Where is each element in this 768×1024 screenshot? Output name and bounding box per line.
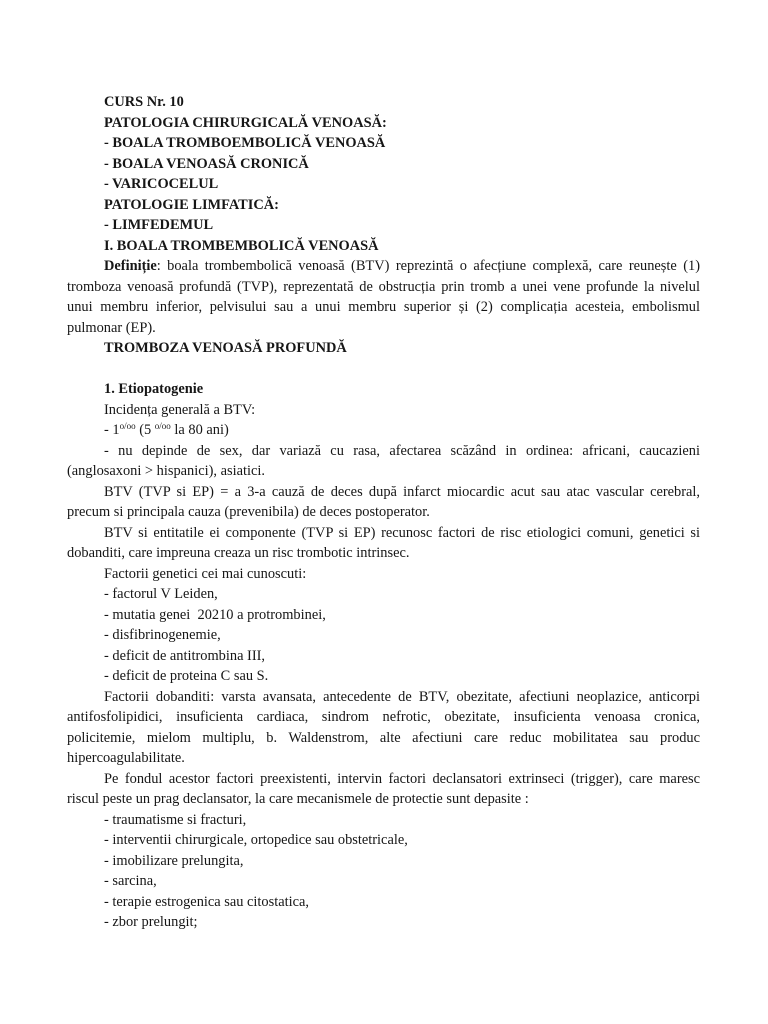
section-subtitle: TROMBOZA VENOASĂ PROFUNDĂ bbox=[104, 340, 347, 356]
definition-line: unui membru inferior, pelvisului sau a unui membru superior și (2) complicația acesteia, embolismul bbox=[67, 299, 700, 315]
race-line: - nu depinde de sex, dar variază cu rasa, afectarea scăzând in ordinea: africani, caucazieni bbox=[104, 442, 700, 459]
mortality-line: precum si principala cauza (prevenibila) de deces postoperator. bbox=[67, 504, 430, 520]
mortality-line: BTV (TVP si EP) = a 3-a cauză de deces după infarct miocardic acut sau atac vascular cerebral, bbox=[104, 483, 700, 500]
genetic-factor-item: - mutatia genei 20210 a protrombinei, bbox=[104, 606, 326, 623]
trigger-item: - interventii chirurgicale, ortopedice sau obstetricale, bbox=[104, 832, 408, 848]
risk-line: dobanditi, care impreuna creaza un risc trombotic intrinsec. bbox=[67, 545, 410, 561]
trigger-intro-line: riscul peste un prag declansator, la care mecanismele de protectie sunt depasite : bbox=[67, 791, 529, 807]
document-body bbox=[67, 92, 700, 933]
trigger-item: - terapie estrogenica sau citostatica, bbox=[104, 893, 309, 910]
venous-topic: - BOALA TROMBOEMBOLICĂ VENOASĂ bbox=[104, 135, 386, 151]
chapter-title: I. BOALA TROMBEMBOLICĂ VENOASĂ bbox=[104, 237, 379, 254]
incidence-suffix: la 80 ani) bbox=[170, 422, 229, 438]
definition-line bbox=[67, 256, 700, 277]
genetic-factors-intro: Factorii genetici cei mai cunoscuti: bbox=[104, 565, 307, 582]
genetic-factor-item: - deficit de antitrombina III, bbox=[104, 647, 266, 664]
risk-line: BTV si entitatile ei componente (TVP si EP) recunosc factori de risc etiologici comuni, genetici si bbox=[104, 524, 700, 541]
genetic-factor-item: - deficit de proteina C sau S. bbox=[104, 668, 269, 684]
genetic-factor-item: - factorul V Leiden, bbox=[104, 586, 218, 602]
definition-term: Definiție bbox=[104, 258, 157, 274]
genetic-factor-item: - disfibrinogenemie, bbox=[104, 627, 221, 643]
course-number: CURS Nr. 10 bbox=[104, 94, 184, 110]
acquired-factors-line: hipercoagulabilitate. bbox=[67, 750, 185, 766]
trigger-intro-line: Pe fondul acestor factori preexistenti, intervin factori declansatori extrinseci (trigger), care maresc bbox=[104, 770, 700, 787]
venous-topic: - BOALA VENOASĂ CRONICĂ bbox=[104, 155, 309, 172]
trigger-item: - sarcina, bbox=[104, 873, 157, 889]
incidence-middle: (5 bbox=[135, 422, 155, 438]
definition-line: tromboza venoasă profundă (TVP), reprezentată de obstrucția prin tromb a unei vene profunde la nivelul bbox=[67, 278, 700, 295]
per-mille-superscript: o/oo bbox=[119, 421, 136, 431]
blank-line bbox=[67, 359, 700, 380]
trigger-item: - zbor prelungit; bbox=[104, 914, 198, 930]
venous-topic: - VARICOCELUL bbox=[104, 176, 219, 192]
definition-text: : boala trombembolică venoasă (BTV) reprezintă o afecțiune complexă, care reunește (1) bbox=[156, 258, 700, 274]
incidence-prefix: - 1 bbox=[104, 422, 120, 438]
etiopathogeny-heading: 1. Etiopatogenie bbox=[104, 381, 204, 397]
definition-line: pulmonar (EP). bbox=[67, 319, 156, 336]
trigger-item: - traumatisme si fracturi, bbox=[104, 811, 247, 828]
acquired-factors-line: policitemie, mielom multiplu, b. Waldenstrom, alte afectiuni care reduc mobilitatea sau produc bbox=[67, 729, 700, 746]
acquired-factors-line: antifosfolipidici, insuficienta cardiaca, sindrom nefrotic, obezitate, insuficienta venoasa cronica, bbox=[67, 709, 700, 725]
lymphatic-pathology-heading: PATOLOGIE LIMFATICĂ: bbox=[104, 196, 279, 213]
lymphatic-topic: - LIMFEDEMUL bbox=[104, 217, 214, 233]
venous-pathology-heading: PATOLOGIA CHIRURGICALĂ VENOASĂ: bbox=[104, 114, 387, 131]
incidence-rate bbox=[67, 420, 700, 441]
race-line: (anglosaxoni > hispanici), asiatici. bbox=[67, 463, 265, 479]
acquired-factors-line: Factorii dobanditi: varsta avansata, antecedente de BTV, obezitate, afectiuni neoplazice, anticorpi bbox=[104, 688, 700, 705]
per-mille-superscript: o/oo bbox=[154, 421, 171, 431]
trigger-item: - imobilizare prelungita, bbox=[104, 852, 244, 869]
incidence-intro: Incidența generală a BTV: bbox=[104, 401, 256, 418]
